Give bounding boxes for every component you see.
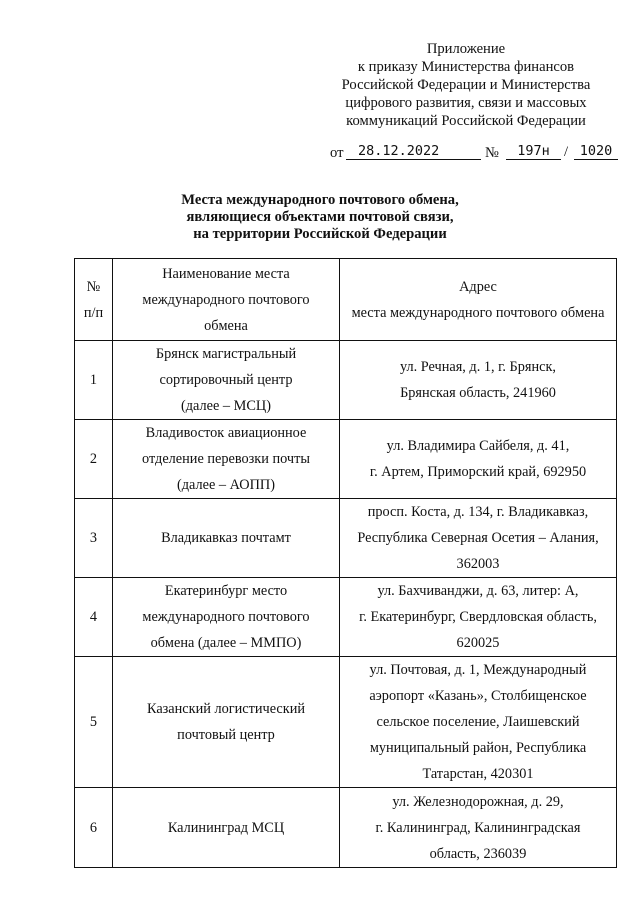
row-name: Владивосток авиационное отделение перевозки почты (далее – АОПП): [113, 420, 340, 499]
table-row: [75, 578, 617, 657]
exchange-places-table: [74, 258, 617, 868]
row-address: просп. Коста, д. 134, г. Владикавказ, Республика Северная Осетия – Алания, 362003: [340, 499, 617, 578]
row-num: 4: [75, 578, 113, 657]
order-number-label: №: [485, 145, 499, 161]
title-line: на территории Российской Федерации: [193, 226, 447, 242]
header-address: Адрес места международного почтового обмена: [340, 259, 617, 341]
appendix-line: Российской Федерации и Министерства: [341, 77, 591, 93]
table-row: [75, 788, 617, 868]
header-num: № п/п: [75, 259, 113, 341]
header-name: Наименование места международного почтового обмена: [113, 259, 340, 341]
row-address: ул. Железнодорожная, д. 29, г. Калининград, Калининградская область, 236039: [340, 788, 617, 868]
order-reference: [330, 143, 613, 163]
table-row: [75, 499, 617, 578]
table-row: [75, 420, 617, 499]
row-address: ул. Владимира Сайбеля, д. 41, г. Артем, Приморский край, 692950: [340, 420, 617, 499]
row-num: 6: [75, 788, 113, 868]
appendix-block: [330, 40, 602, 130]
table-header-row: [75, 259, 617, 341]
row-address: ул. Почтовая, д. 1, Международный аэропорт «Казань», Столбищенское сельское поселение, Лаишевский муниципальный район, Республика Татарстан, 420301: [340, 657, 617, 788]
document-title: [120, 192, 520, 243]
row-num: 2: [75, 420, 113, 499]
row-address: ул. Бахчиванджи, д. 63, литер: А, г. Екатеринбург, Свердловская область, 620025: [340, 578, 617, 657]
order-from-label: от: [330, 145, 344, 161]
table-row: [75, 657, 617, 788]
row-name: Казанский логистический почтовый центр: [113, 657, 340, 788]
appendix-line: цифрового развития, связи и массовых: [345, 95, 587, 111]
table-row: [75, 341, 617, 420]
row-num: 5: [75, 657, 113, 788]
row-name: Брянск магистральный сортировочный центр (далее – МСЦ): [113, 341, 340, 420]
order-number-1: 197н: [506, 143, 561, 160]
title-line: являющиеся объектами почтовой связи,: [186, 209, 454, 225]
order-number-separator: /: [564, 144, 569, 160]
appendix-line: к приказу Министерства финансов: [357, 59, 575, 75]
appendix-line: Приложение: [426, 41, 506, 57]
row-num: 3: [75, 499, 113, 578]
order-number-2: 1020: [574, 143, 618, 160]
order-date: 28.12.2022: [346, 143, 481, 160]
row-name: Калининград МСЦ: [113, 788, 340, 868]
row-num: 1: [75, 341, 113, 420]
appendix-line: коммуникаций Российской Федерации: [346, 113, 586, 129]
row-name: Владикавказ почтамт: [113, 499, 340, 578]
row-name: Екатеринбург место международного почтового обмена (далее – ММПО): [113, 578, 340, 657]
title-line: Места международного почтового обмена,: [181, 192, 459, 208]
row-address: ул. Речная, д. 1, г. Брянск, Брянская область, 241960: [340, 341, 617, 420]
